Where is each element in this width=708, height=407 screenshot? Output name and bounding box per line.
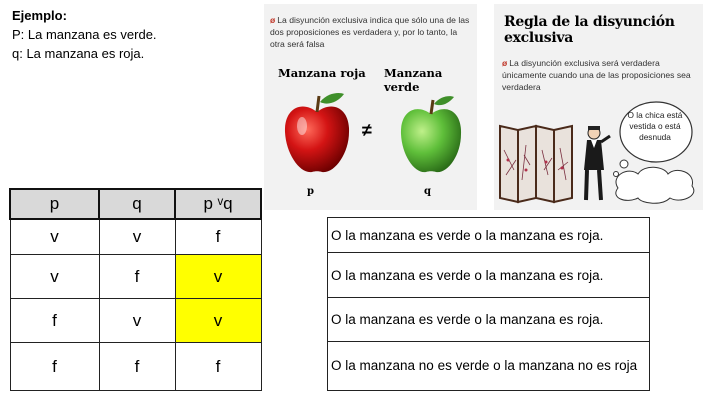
panel1-bullet-text: ø La disyunción exclusiva indica que sólo una de las dos proposiciones es verdadera y, por lo tanto, la otra será falsa [270, 15, 470, 49]
sentence-row [328, 342, 650, 391]
sentence-row [328, 218, 650, 253]
table-cell: f [99, 255, 175, 299]
red-apple-icon [282, 90, 352, 176]
table-row [10, 343, 261, 391]
apples-illustration [264, 4, 477, 210]
table-cell: v [99, 299, 175, 343]
example-block [12, 6, 157, 63]
table-row [10, 219, 261, 255]
table-header-row [10, 189, 261, 219]
bullet-icon: ø [502, 58, 508, 68]
table-cell: f [10, 299, 99, 343]
folding-screen-icon [496, 120, 576, 208]
label-red-apple: Manzana roja [278, 66, 366, 80]
table-cell: v [99, 219, 175, 255]
table-cell: f [175, 343, 261, 391]
thought-bubble-text: O la chica está vestida o está desnuda [627, 110, 683, 142]
header-p: p [10, 189, 99, 219]
highlighted-cell: v [175, 299, 261, 343]
rule-illustration [494, 4, 703, 210]
sentence-row [328, 298, 650, 342]
table-row [10, 255, 261, 299]
label-green-apple: Manzana verde [384, 66, 443, 94]
truth-table [9, 188, 262, 391]
bullet-icon: ø [270, 15, 276, 25]
highlighted-cell: v [175, 255, 261, 299]
caption-q: q [424, 186, 431, 197]
sentence-row [328, 253, 650, 298]
sentence-cell: O la manzana no es verde o la manzana no es roja [328, 342, 650, 391]
example-title: Ejemplo: [12, 8, 67, 23]
table-cell: f [10, 343, 99, 391]
header-q: q [99, 189, 175, 219]
sentence-cell: O la manzana es verde o la manzana es roja. [328, 253, 650, 298]
header-p-xor-q: p ᵛq [175, 189, 261, 219]
table-cell: f [99, 343, 175, 391]
caption-p: p [307, 186, 314, 197]
not-equal-symbol: ≠ [362, 120, 372, 140]
proposition-p: P: La manzana es verde. [12, 27, 157, 42]
table-row [10, 299, 261, 343]
rule-title: Regla de la disyunción exclusiva [504, 14, 675, 46]
green-apple-icon [398, 94, 464, 176]
panel2-bullet-text: ø La disyunción exclusiva será verdadera únicamente cuando una de las proposiciones sea verdadera [502, 58, 691, 92]
sentences-table [327, 217, 650, 391]
table-cell: v [10, 219, 99, 255]
sentence-cell: O la manzana es verde o la manzana es roja. [328, 218, 650, 253]
table-cell: v [10, 255, 99, 299]
proposition-q: q: La manzana es roja. [12, 46, 145, 61]
table-cell: f [175, 219, 261, 255]
sentence-cell: O la manzana es verde o la manzana es roja. [328, 298, 650, 342]
thought-bubble-icon [604, 92, 702, 204]
